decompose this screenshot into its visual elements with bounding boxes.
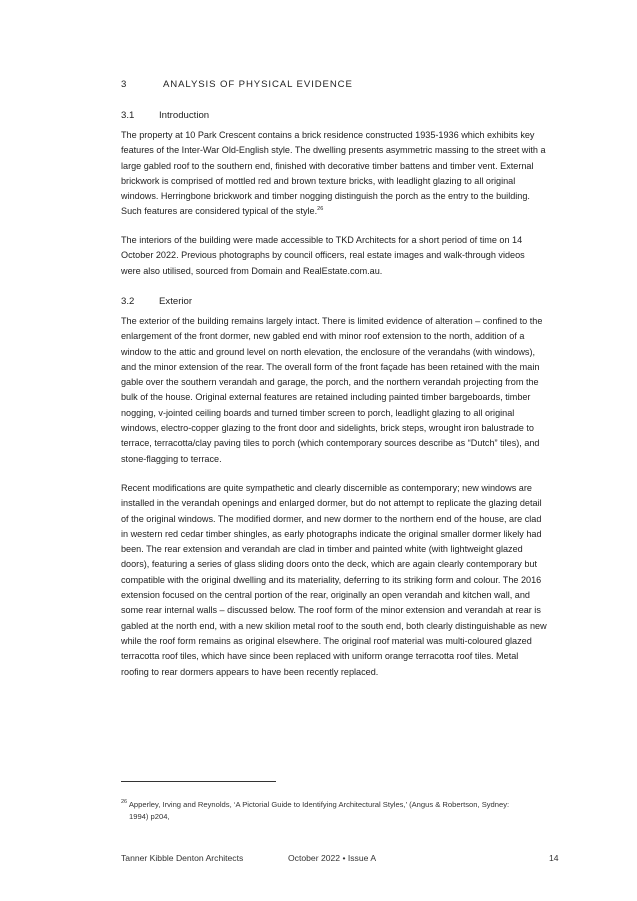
text-line: and the minor extension of the rear. The overall form of the front façade has been retained with the main bbox=[121, 361, 540, 372]
page-number: 14 bbox=[549, 853, 559, 863]
intro-paragraph-2 bbox=[121, 233, 561, 279]
text-line: bulk of the house. Original external features are retained including painted timber bargeboards, timber bbox=[121, 392, 531, 403]
footer-issue: Issue A bbox=[347, 853, 377, 863]
footnote-reference[interactable]: 26 bbox=[317, 206, 324, 213]
intro-paragraph-1 bbox=[121, 128, 561, 220]
text-line: brickwork is comprised of mottled red and brown texture bricks, with leadlight glazing to all original bbox=[121, 175, 516, 186]
text-line: enlargement of the front dormer, new gabled end with minor roof extension to the north, addition of a bbox=[121, 331, 525, 342]
text-line: some rear internal walls – discussed below. The roof form of the minor extension and verandah at rear is bbox=[121, 605, 541, 616]
footer-date: October 2022 bbox=[288, 853, 341, 863]
section-heading bbox=[121, 79, 353, 90]
footnote-line bbox=[121, 799, 561, 811]
footnote bbox=[121, 799, 561, 822]
text-line: terrace, terracotta/clay paving tiles to porch (which contemporary sources describe as “Dutch” tiles), and bbox=[121, 438, 540, 449]
text-line: large gabled roof to the southern end, finished with decorative timber battens and timber vent. External bbox=[121, 160, 534, 171]
text-line: windows, electro-copper glazing to the front door and sidelights, brick steps, wrought iron balustrade to bbox=[121, 423, 534, 434]
exterior-paragraph-1 bbox=[121, 314, 561, 467]
subsection-number: 3.2 bbox=[121, 296, 135, 307]
text-line: in western red cedar timber shingles, as early photographs indicate the original smaller dormer likely had bbox=[121, 528, 542, 539]
subsection-number: 3.1 bbox=[121, 110, 135, 121]
text-line: windows. Herringbone brickwork and timber nogging distinguish the porch as the entry to the building. bbox=[121, 191, 530, 202]
text-line: while the roof form remains as original elsewhere. The original roof material was multi-coloured glazed bbox=[121, 635, 532, 646]
subsection-heading-introduction bbox=[121, 110, 209, 121]
subsection-heading-exterior bbox=[121, 296, 192, 307]
text-line: compatible with the original dwelling and its materiality, deferring to its striking form and colour. The 2016 bbox=[121, 574, 542, 585]
footnote-text: Apperley, Irving and Reynolds, ‘A Pictorial Guide to Identifying Architectural Styles,’ (Angus & Robertson, Sydney: bbox=[128, 800, 510, 809]
footer-bullet: • bbox=[342, 853, 346, 863]
text-line bbox=[121, 204, 561, 219]
text-line: were also utilised, sourced from Domain and RealEstate.com.au. bbox=[121, 265, 383, 276]
section-title: ANALYSIS OF PHYSICAL EVIDENCE bbox=[163, 79, 353, 90]
text-line: extension focused on the central portion of the rear, originally an open verandah and kitchen wall, and bbox=[121, 590, 530, 601]
text-line: gable over the southern verandah and garage, the porch, and the northern verandah projecting from the bbox=[121, 377, 539, 388]
text-line: gabled at the north end, with a new skilion metal roof to the south end, both clearly distinguishable as new bbox=[121, 620, 547, 631]
subsection-title: Exterior bbox=[159, 296, 193, 307]
text-line: terracotta roof tiles, which have since been replaced with uniform orange terracotta roof tiles. Metal bbox=[121, 651, 519, 662]
text-line: been. The rear extension and verandah are clad in timber and painted white (with lightweight glazed bbox=[121, 544, 523, 555]
text-line: The property at 10 Park Crescent contains a brick residence constructed 1935-1936 which exhibits key bbox=[121, 130, 535, 140]
text-line: doors), featuring a series of glass sliding doors onto the deck, which are again clearly contemporary but bbox=[121, 559, 538, 570]
text-line: The exterior of the building remains largely intact. There is limited evidence of alteration – confined to the bbox=[121, 316, 543, 326]
text-line: October 2022. Previous photographs by council officers, real estate images and walk-through videos bbox=[121, 250, 525, 261]
text-line: roofing to rear dormers appears to have been recently replaced. bbox=[121, 666, 379, 677]
exterior-paragraph-2 bbox=[121, 481, 561, 680]
footer-issue-info bbox=[288, 853, 376, 863]
text-line: of the original windows. The modified dormer, and new dormer to the northern end of the house, are clad bbox=[121, 513, 542, 524]
footnote-number: 26 bbox=[121, 799, 128, 805]
text-line: window to the attic and ground level on north elevation, the enclosure of the verandahs (with windows), bbox=[121, 346, 536, 357]
text-line: nogging, v-jointed ceiling boards and turned timber screen to porch, leadlight glazing to all original bbox=[121, 407, 515, 418]
section-number: 3 bbox=[121, 79, 128, 90]
footnote-divider bbox=[121, 781, 276, 782]
text-line: The interiors of the building were made accessible to TKD Architects for a short period of time on 14 bbox=[121, 235, 523, 245]
footer-company: Tanner Kibble Denton Architects bbox=[121, 853, 244, 863]
footnote-line: 1994) p204, bbox=[129, 811, 170, 821]
text-line: features of the Inter-War Old-English style. The dwelling presents asymmetric massing to the street with a bbox=[121, 145, 546, 156]
text-line: Recent modifications are quite sympathetic and clearly discernible as contemporary; new windows are bbox=[121, 483, 532, 493]
text-line: stone-flagging to terrace. bbox=[121, 453, 222, 464]
text-line-content: Such features are considered typical of the style. bbox=[121, 206, 318, 217]
subsection-title: Introduction bbox=[159, 110, 210, 121]
text-line: installed in the verandah openings and enlarged dormer, but do not attempt to replicate the glazing detail bbox=[121, 498, 542, 509]
